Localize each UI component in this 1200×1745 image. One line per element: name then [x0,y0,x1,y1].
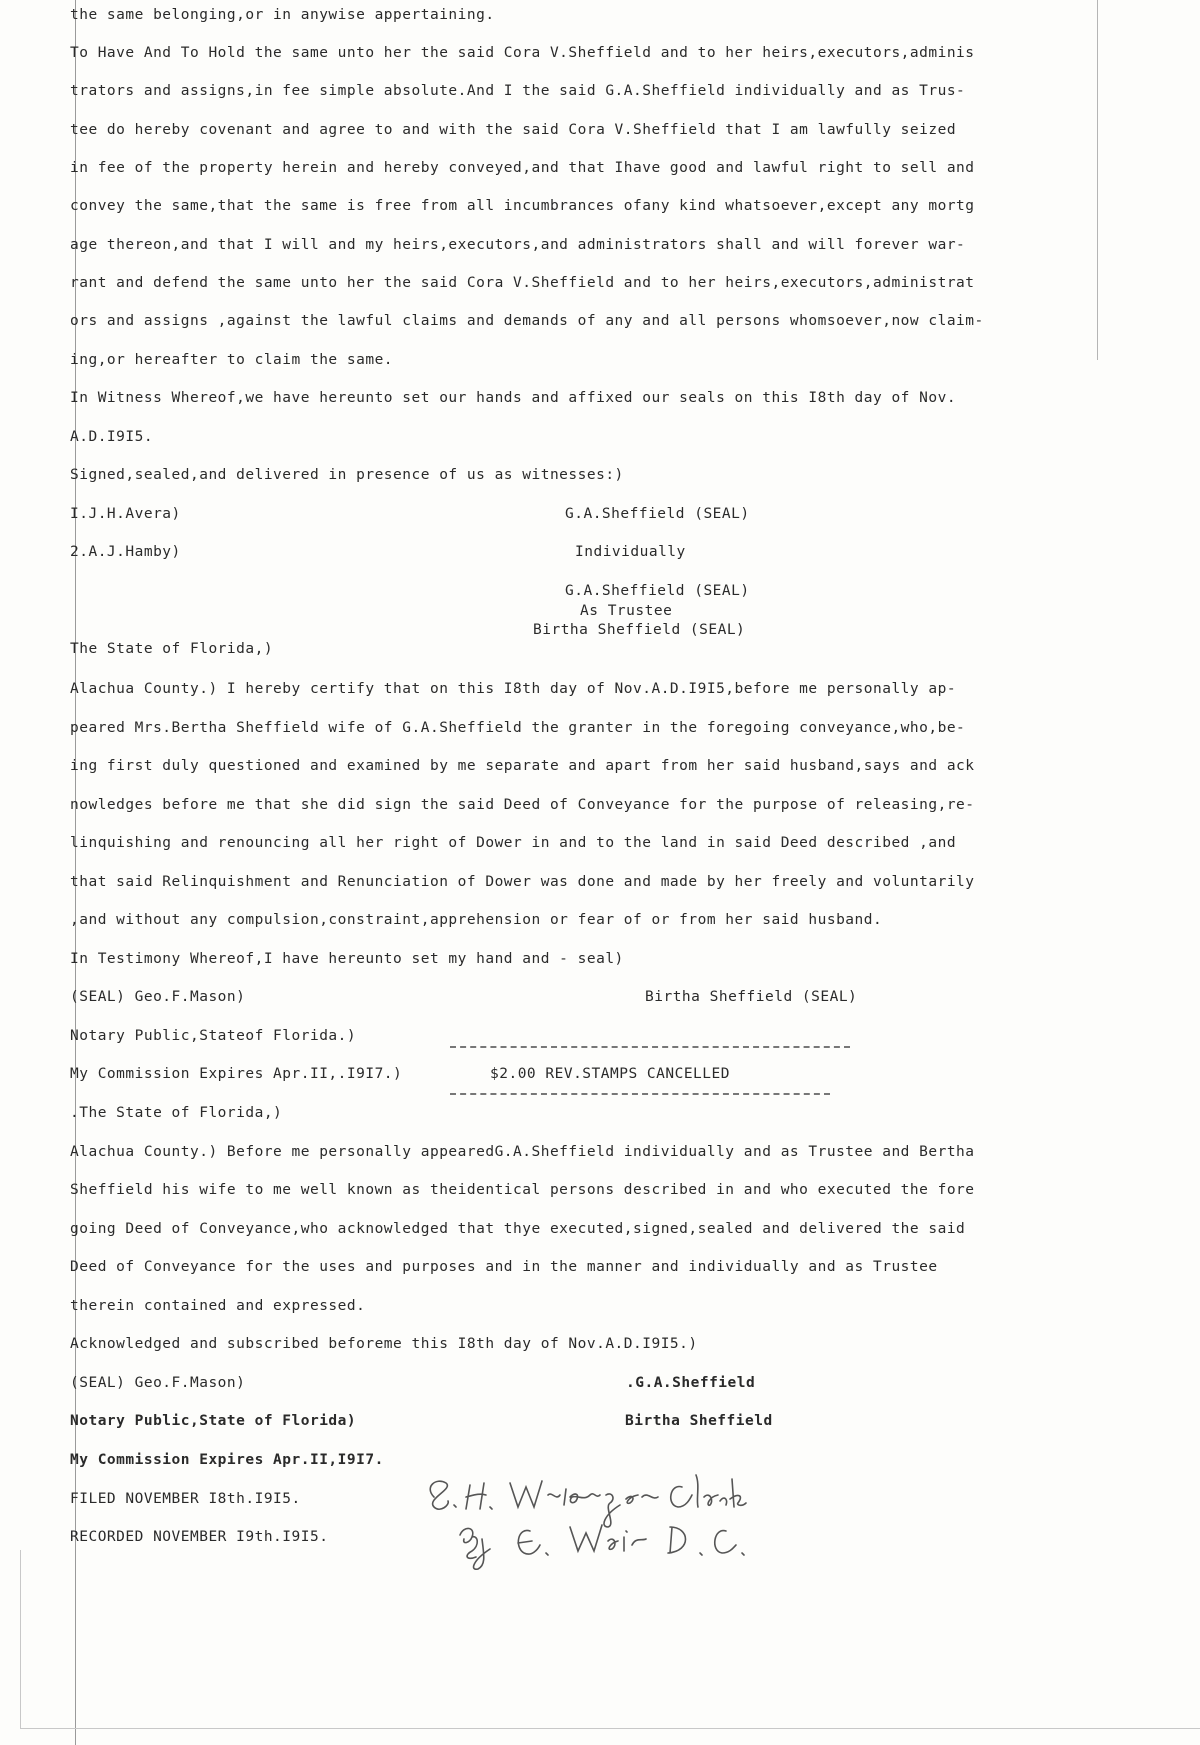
notary-commission: My Commission Expires Apr.II,.I9I7.) [70,1066,403,1082]
deed-line: in fee of the property herein and hereby conveyed,and that Ihave good and lawful right to sell and [70,160,975,176]
divider [450,1093,830,1095]
cert1-line: that said Relinquishment and Renunciation of Dower was done and made by her freely and voluntarily [70,874,975,890]
cert2-line: Alachua County.) Before me personally appearedG.A.Sheffield individually and as Trustee and Bertha [70,1144,975,1160]
deed-line: ors and assigns ,against the lawful claims and demands of any and all persons whomsoever,now claim- [70,313,984,329]
deed-line: A.D.I9I5. [70,429,154,445]
cert2-line: therein contained and expressed. [70,1298,366,1314]
signature-birtha: Birtha Sheffield (SEAL) [533,622,746,638]
cert2-line: .The State of Florida,) [70,1105,283,1121]
deed-line: convey the same,that the same is free from all incumbrances ofany kind whatsoever,except any mortg [70,198,975,214]
cert1-line: The State of Florida,) [70,641,274,657]
signature-birtha: Birtha Sheffield (SEAL) [645,989,858,1005]
signature-gas-individual: G.A.Sheffield (SEAL) [565,506,750,522]
signature-birtha: Birtha Sheffield [625,1413,773,1429]
clerk-signature-text: S. H. Wienges Clerk [420,1465,432,1466]
page-edge [20,1550,21,1728]
notary-seal: (SEAL) Geo.F.Mason) [70,989,246,1005]
deed-line: trators and assigns,in fee simple absolute.And I the said G.A.Sheffield individually and as Trus- [70,83,966,99]
notary-title: Notary Public,Stateof Florida.) [70,1028,357,1044]
deed-line: In Witness Whereof,we have hereunto set our hands and affixed our seals on this I8th day of Nov. [70,390,957,406]
cert1-line: nowledges before me that she did sign the said Deed of Conveyance for the purpose of releasing,re- [70,797,975,813]
signature-note: As Trustee [580,603,673,619]
filed-date: FILED NOVEMBER I8th.I9I5. [70,1491,301,1507]
cert1-line: peared Mrs.Bertha Sheffield wife of G.A.Sheffield the granter in the foregoing conveyance,who,be- [70,720,966,736]
cert2-line: going Deed of Conveyance,who acknowledged that thye executed,signed,sealed and delivered the said [70,1221,966,1237]
notary-commission: My Commission Expires Apr.II,I9I7. [70,1452,384,1468]
cert1-line: ,and without any compulsion,constraint,apprehension or fear of or from her said husband. [70,912,883,928]
clerk-signature [420,1465,780,1570]
signature-note: Individually [575,544,686,560]
witness-2: 2.A.J.Hamby) [70,544,181,560]
signature-gas: .G.A.Sheffield [626,1375,756,1391]
cert1-line: linquishing and renouncing all her right of Dower in and to the land in said Deed described ,and [70,835,957,851]
cert2-line: Acknowledged and subscribed beforeme this I8th day of Nov.A.D.I9I5.) [70,1336,698,1352]
divider [450,1046,850,1048]
cert1-line: ing first duly questioned and examined by me separate and apart from her said husband,says and ack [70,758,975,774]
notary-title: Notary Public,State of Florida) [70,1413,357,1429]
cert1-line: In Testimony Whereof,I have hereunto set my hand and - seal) [70,951,624,967]
cert1-line: Alachua County.) I hereby certify that on this I8th day of Nov.A.D.I9I5,before me personally ap- [70,681,957,697]
deed-line: ing,or hereafter to claim the same. [70,352,394,368]
deed-line: age thereon,and that I will and my heirs,executors,and administrators shall and will forever war- [70,237,966,253]
cert2-line: Deed of Conveyance for the uses and purposes and in the manner and individually and as Trustee [70,1259,938,1275]
notary-seal: (SEAL) Geo.F.Mason) [70,1375,246,1391]
stamps-note: $2.00 REV.STAMPS CANCELLED [490,1066,730,1082]
recorded-date: RECORDED NOVEMBER I9th.I9I5. [70,1529,329,1545]
page-edge [20,1728,1200,1729]
deed-line: To Have And To Hold the same unto her the said Cora V.Sheffield and to her heirs,executors,adminis [70,45,975,61]
deed-line: Signed,sealed,and delivered in presence of us as witnesses:) [70,467,624,483]
deed-line: rant and defend the same unto her the said Cora V.Sheffield and to her heirs,executors,administrat [70,275,975,291]
cert2-line: Sheffield his wife to me well known as theidentical persons described in and who executed the fore [70,1182,975,1198]
deed-line: tee do hereby covenant and agree to and with the said Cora V.Sheffield that I am lawfully seized [70,122,957,138]
witness-1: I.J.H.Avera) [70,506,181,522]
deed-line: the same belonging,or in anywise appertaining. [70,7,495,23]
signature-gas-trustee: G.A.Sheffield (SEAL) [565,583,750,599]
